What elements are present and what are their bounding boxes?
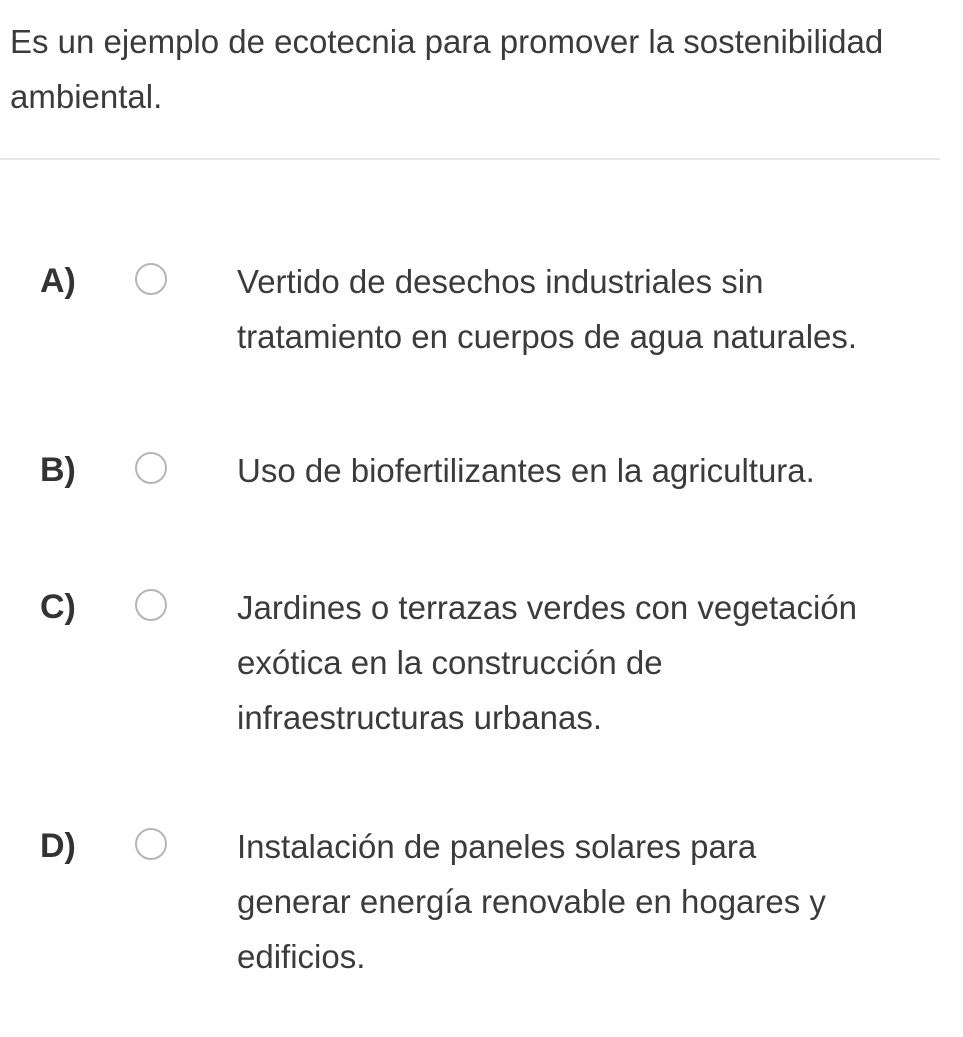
option-text: Vertido de desechos industriales sin tratamiento en cuerpos de agua naturales. — [237, 263, 858, 355]
divider — [0, 158, 940, 160]
option-letter: A) — [40, 262, 76, 300]
radio-button-d[interactable] — [135, 828, 167, 860]
option-letter: D) — [40, 827, 76, 865]
option-text: Jardines o terrazas verdes con vegetación exótica en la construcción de infraestructuras urbanas. — [237, 589, 858, 736]
radio-button-c[interactable] — [135, 589, 167, 621]
option-letter: B) — [40, 451, 76, 489]
radio-button-b[interactable] — [135, 452, 167, 484]
option-letter: C) — [40, 588, 76, 626]
question-text: Es un ejemplo de ecotecnia para promover la sostenibilidad ambiental. — [10, 23, 884, 115]
radio-button-a[interactable] — [135, 263, 167, 295]
option-text: Uso de biofertilizantes en la agricultura. — [237, 452, 815, 489]
option-text: Instalación de paneles solares para generar energía renovable en hogares y edificios. — [237, 828, 826, 975]
